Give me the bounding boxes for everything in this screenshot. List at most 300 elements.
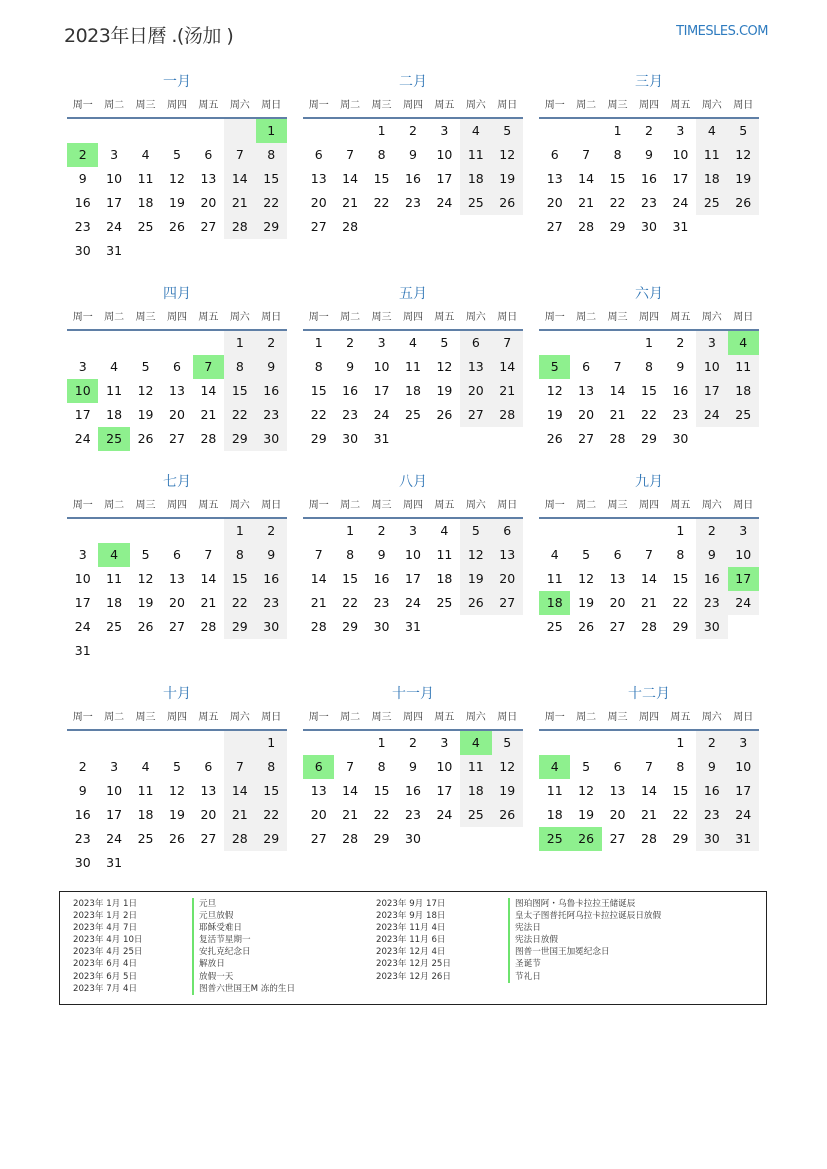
day-cell: 1 — [224, 331, 255, 355]
weekday-header — [539, 495, 759, 519]
legend-row — [73, 971, 373, 983]
day-cell: 21 — [224, 803, 255, 827]
day-cell: 17 — [728, 567, 759, 591]
weekday-label: 周六 — [229, 312, 250, 323]
weekday-label: 周六 — [701, 712, 722, 723]
day-cell: 11 — [106, 383, 123, 398]
day-cell: 22 — [672, 595, 689, 610]
day-cell: 28 — [342, 831, 359, 846]
day-cell: 30 — [256, 615, 287, 639]
weekday-label: 周五 — [434, 712, 455, 723]
day-cell: 22 — [373, 195, 390, 210]
month-block — [303, 684, 523, 851]
day-cell: 24 — [436, 807, 453, 822]
empty-day-cell — [130, 119, 161, 143]
weekday-header — [539, 95, 759, 119]
weekday-label: 周六 — [701, 500, 722, 511]
weekday-label: 周四 — [638, 500, 659, 511]
day-cell: 3 — [440, 123, 449, 138]
site-link[interactable]: TIMESLES.COM — [676, 24, 768, 39]
day-cell: 23 — [641, 195, 657, 210]
empty-day-cell — [303, 119, 334, 143]
month-name: 三月 — [635, 74, 663, 90]
day-cell: 16 — [256, 567, 287, 591]
day-cell: 21 — [200, 595, 217, 610]
weekday-label: 周四 — [166, 312, 187, 323]
day-grid — [67, 519, 287, 663]
weekday-label: 周六 — [701, 100, 722, 111]
day-grid — [539, 119, 759, 239]
day-cell: 26 — [578, 619, 595, 634]
empty-day-cell — [161, 519, 192, 543]
weekday-label: 周二 — [576, 100, 597, 111]
weekday-label: 周五 — [198, 312, 219, 323]
day-cell: 1 — [613, 123, 622, 138]
day-cell: 2 — [78, 759, 87, 774]
empty-day-cell — [539, 519, 570, 543]
day-cell: 23 — [405, 195, 421, 210]
legend-holiday-name: 安扎克纪念日 — [192, 946, 251, 958]
day-cell: 5 — [492, 119, 523, 143]
day-cell: 10 — [672, 147, 689, 162]
empty-day-cell — [633, 731, 664, 755]
day-cell: 27 — [578, 431, 595, 446]
day-cell: 25 — [460, 803, 491, 827]
day-cell: 10 — [106, 783, 123, 798]
day-cell: 6 — [204, 759, 213, 774]
day-cell: 10 — [436, 759, 453, 774]
legend-row — [73, 898, 373, 910]
weekday-label: 周五 — [670, 712, 691, 723]
empty-day-cell — [570, 519, 601, 543]
day-cell: 6 — [303, 755, 334, 779]
day-cell: 13 — [200, 783, 217, 798]
day-cell: 4 — [409, 335, 417, 350]
day-cell: 26 — [492, 191, 523, 215]
legend-date: 2023年 1月 2日 — [73, 911, 138, 922]
day-cell: 28 — [310, 619, 327, 634]
empty-day-cell — [193, 731, 224, 755]
weekday-label: 周日 — [497, 500, 518, 511]
weekday-label: 周日 — [497, 312, 518, 323]
weekday-label: 周二 — [576, 712, 597, 723]
day-cell: 25 — [137, 831, 154, 846]
day-cell: 11 — [460, 143, 491, 167]
day-cell: 20 — [200, 195, 217, 210]
day-cell: 10 — [74, 571, 91, 586]
day-cell: 25 — [539, 827, 570, 851]
day-cell: 23 — [672, 407, 689, 422]
day-cell: 15 — [224, 379, 255, 403]
day-cell: 6 — [460, 331, 491, 355]
day-cell: 7 — [224, 143, 255, 167]
day-cell: 4 — [141, 759, 150, 774]
day-cell: 13 — [169, 383, 185, 398]
day-cell: 15 — [256, 779, 287, 803]
day-cell: 16 — [672, 383, 689, 398]
day-grid — [67, 731, 287, 875]
weekday-label: 周三 — [607, 100, 628, 111]
day-cell: 27 — [609, 831, 626, 846]
day-cell: 1 — [224, 519, 255, 543]
day-cell: 5 — [582, 547, 591, 562]
day-cell: 6 — [550, 147, 559, 162]
day-cell: 30 — [373, 619, 390, 634]
day-cell: 4 — [440, 523, 449, 538]
day-cell: 4 — [98, 543, 129, 567]
day-cell: 14 — [578, 171, 595, 186]
day-cell: 12 — [546, 383, 563, 398]
day-cell: 31 — [405, 619, 421, 634]
day-cell: 1 — [676, 523, 685, 538]
day-cell: 24 — [728, 803, 759, 827]
empty-day-cell — [570, 331, 601, 355]
day-cell: 8 — [224, 355, 255, 379]
day-cell: 16 — [405, 783, 421, 798]
day-cell: 10 — [728, 755, 759, 779]
holiday-legend — [59, 891, 767, 1005]
day-cell: 18 — [696, 167, 727, 191]
day-grid — [303, 731, 523, 851]
day-cell: 9 — [377, 547, 386, 562]
day-cell: 22 — [672, 807, 689, 822]
page-title: 2023年日曆 .(汤加 ) — [64, 25, 234, 47]
day-cell: 30 — [342, 431, 359, 446]
day-cell: 16 — [256, 379, 287, 403]
day-cell: 30 — [405, 831, 421, 846]
month-block — [303, 284, 523, 451]
weekday-label: 周一 — [308, 500, 329, 511]
legend-row — [73, 922, 373, 934]
weekday-label: 周五 — [198, 100, 219, 111]
weekday-label: 周六 — [465, 712, 486, 723]
day-cell: 10 — [67, 379, 98, 403]
day-cell: 4 — [460, 119, 491, 143]
day-cell: 11 — [460, 755, 491, 779]
day-cell: 8 — [314, 359, 323, 374]
day-cell: 30 — [256, 427, 287, 451]
empty-day-cell — [98, 731, 129, 755]
day-grid — [67, 119, 287, 263]
day-cell: 9 — [409, 759, 417, 774]
day-cell: 8 — [676, 547, 685, 562]
day-cell: 15 — [609, 171, 626, 186]
day-cell: 21 — [224, 191, 255, 215]
day-cell: 13 — [578, 383, 595, 398]
day-cell: 7 — [314, 547, 323, 562]
month-block — [67, 72, 287, 263]
day-cell: 29 — [641, 431, 657, 446]
empty-day-cell — [193, 119, 224, 143]
month-name: 七月 — [163, 474, 191, 490]
day-grid — [539, 519, 759, 639]
day-cell: 6 — [492, 519, 523, 543]
day-cell: 7 — [346, 759, 355, 774]
day-cell: 20 — [310, 195, 327, 210]
weekday-label: 周一 — [308, 312, 329, 323]
day-cell: 31 — [106, 243, 123, 258]
day-cell: 24 — [728, 591, 759, 615]
day-cell: 28 — [224, 827, 255, 851]
legend-holiday-name: 图普六世国王M 冻的生日 — [192, 983, 295, 995]
empty-day-cell — [193, 519, 224, 543]
empty-day-cell — [602, 731, 633, 755]
day-cell: 6 — [204, 147, 213, 162]
day-cell: 5 — [460, 519, 491, 543]
weekday-label: 周二 — [340, 712, 361, 723]
weekday-label: 周四 — [402, 100, 423, 111]
day-cell: 3 — [110, 147, 119, 162]
weekday-label: 周三 — [135, 312, 156, 323]
day-cell: 7 — [346, 147, 355, 162]
day-cell: 22 — [256, 803, 287, 827]
day-cell: 5 — [141, 547, 150, 562]
day-cell: 22 — [224, 591, 255, 615]
day-cell: 2 — [696, 519, 727, 543]
weekday-label: 周日 — [733, 712, 754, 723]
day-cell: 8 — [224, 543, 255, 567]
weekday-header — [303, 95, 523, 119]
day-cell: 26 — [492, 803, 523, 827]
day-cell: 16 — [74, 807, 91, 822]
day-cell: 16 — [74, 195, 91, 210]
weekday-label: 周四 — [402, 500, 423, 511]
day-cell: 3 — [728, 731, 759, 755]
day-cell: 23 — [256, 403, 287, 427]
day-cell: 15 — [310, 383, 327, 398]
day-cell: 12 — [492, 755, 523, 779]
day-cell: 30 — [696, 827, 727, 851]
day-cell: 21 — [342, 807, 359, 822]
weekday-label: 周三 — [371, 312, 392, 323]
day-cell: 20 — [310, 807, 327, 822]
empty-day-cell — [98, 519, 129, 543]
day-cell: 11 — [546, 783, 563, 798]
day-cell: 29 — [256, 827, 287, 851]
day-cell: 2 — [696, 731, 727, 755]
day-cell: 22 — [224, 403, 255, 427]
day-cell: 3 — [728, 519, 759, 543]
weekday-label: 周五 — [198, 712, 219, 723]
empty-day-cell — [570, 731, 601, 755]
day-cell: 14 — [641, 571, 657, 586]
day-cell: 28 — [200, 619, 217, 634]
month-name: 八月 — [399, 474, 427, 490]
day-cell: 1 — [256, 731, 287, 755]
day-cell: 21 — [310, 595, 327, 610]
day-cell: 20 — [492, 567, 523, 591]
day-cell: 25 — [137, 219, 154, 234]
day-cell: 10 — [696, 355, 727, 379]
legend-date: 2023年 4月 25日 — [73, 947, 143, 958]
day-cell: 9 — [346, 359, 355, 374]
day-cell: 3 — [78, 547, 87, 562]
legend-holiday-name: 放假一天 — [192, 971, 233, 983]
month-name: 十二月 — [628, 686, 670, 702]
day-cell: 13 — [609, 571, 626, 586]
day-cell: 28 — [641, 619, 657, 634]
day-cell: 20 — [169, 595, 185, 610]
weekday-label: 周二 — [104, 500, 125, 511]
day-cell: 2 — [409, 735, 417, 750]
day-cell: 19 — [728, 167, 759, 191]
day-cell: 10 — [405, 547, 421, 562]
legend-date: 2023年 1月 1日 — [73, 899, 138, 909]
weekday-label: 周二 — [576, 500, 597, 511]
weekday-label: 周四 — [638, 712, 659, 723]
weekday-label: 周一 — [544, 500, 565, 511]
weekday-header — [539, 707, 759, 731]
day-cell: 30 — [74, 243, 91, 258]
day-cell: 23 — [342, 407, 359, 422]
weekday-label: 周一 — [72, 312, 93, 323]
month-name: 九月 — [635, 474, 663, 490]
day-cell: 27 — [492, 591, 523, 615]
day-cell: 21 — [492, 379, 523, 403]
weekday-label: 周五 — [434, 100, 455, 111]
day-cell: 27 — [460, 403, 491, 427]
day-cell: 14 — [342, 783, 359, 798]
month-name: 六月 — [635, 286, 663, 302]
day-cell: 25 — [460, 191, 491, 215]
day-cell: 17 — [436, 783, 453, 798]
day-cell: 13 — [169, 571, 185, 586]
weekday-label: 周二 — [340, 312, 361, 323]
day-cell: 15 — [342, 571, 359, 586]
day-cell: 6 — [613, 759, 622, 774]
day-cell: 25 — [728, 403, 759, 427]
weekday-label: 周六 — [465, 312, 486, 323]
day-cell: 2 — [645, 123, 653, 138]
day-cell: 29 — [224, 427, 255, 451]
day-cell: 10 — [436, 147, 453, 162]
day-cell: 17 — [373, 383, 390, 398]
legend-holiday-name: 皇太子图普托阿乌拉卡拉拉诞辰日放假 — [508, 910, 661, 922]
month-name: 一月 — [163, 74, 191, 90]
day-cell: 14 — [200, 571, 217, 586]
day-cell: 17 — [696, 379, 727, 403]
weekday-header — [303, 307, 523, 331]
day-cell: 11 — [137, 783, 154, 798]
day-cell: 24 — [696, 403, 727, 427]
empty-day-cell — [539, 731, 570, 755]
weekday-header — [539, 307, 759, 331]
weekday-label: 周五 — [670, 312, 691, 323]
weekday-header — [67, 307, 287, 331]
legend-row — [376, 971, 756, 983]
legend-holiday-name: 解放日 — [192, 958, 225, 970]
day-cell: 30 — [641, 219, 657, 234]
day-cell: 27 — [609, 619, 626, 634]
day-cell: 19 — [492, 167, 523, 191]
day-cell: 26 — [169, 831, 185, 846]
day-cell: 28 — [609, 431, 626, 446]
day-cell: 1 — [256, 119, 287, 143]
day-cell: 29 — [224, 615, 255, 639]
day-cell: 2 — [67, 143, 98, 167]
weekday-label: 周六 — [465, 100, 486, 111]
weekday-label: 周三 — [135, 100, 156, 111]
day-cell: 14 — [224, 779, 255, 803]
weekday-label: 周五 — [198, 500, 219, 511]
day-cell: 25 — [696, 191, 727, 215]
weekday-label: 周四 — [638, 100, 659, 111]
day-cell: 4 — [728, 331, 759, 355]
legend-row — [376, 898, 756, 910]
day-cell: 16 — [342, 383, 359, 398]
day-cell: 11 — [405, 359, 421, 374]
day-cell: 9 — [256, 355, 287, 379]
day-cell: 11 — [728, 355, 759, 379]
day-cell: 2 — [377, 523, 386, 538]
weekday-label: 周日 — [261, 500, 282, 511]
day-cell: 28 — [641, 831, 657, 846]
day-cell: 23 — [373, 595, 390, 610]
day-cell: 25 — [98, 427, 129, 451]
legend-holiday-name: 图普一世国王加冕纪念日 — [508, 946, 610, 958]
weekday-label: 周六 — [229, 500, 250, 511]
day-cell: 12 — [492, 143, 523, 167]
day-cell: 30 — [672, 431, 689, 446]
month-name: 二月 — [399, 74, 427, 90]
day-cell: 23 — [256, 591, 287, 615]
weekday-label: 周一 — [72, 500, 93, 511]
day-cell: 15 — [373, 171, 390, 186]
day-cell: 16 — [641, 171, 657, 186]
weekday-header — [67, 95, 287, 119]
weekday-label: 周日 — [497, 712, 518, 723]
day-cell: 4 — [550, 547, 559, 562]
day-cell: 3 — [110, 759, 119, 774]
legend-row — [73, 946, 373, 958]
legend-holiday-name: 耶稣受难日 — [192, 922, 242, 934]
day-cell: 19 — [578, 595, 595, 610]
day-cell: 7 — [645, 759, 653, 774]
month-name: 十一月 — [392, 686, 434, 702]
legend-row — [376, 922, 756, 934]
day-cell: 6 — [314, 147, 323, 162]
day-cell: 17 — [106, 807, 123, 822]
day-cell: 27 — [310, 831, 327, 846]
day-cell: 15 — [672, 783, 689, 798]
weekday-header — [67, 707, 287, 731]
day-cell: 4 — [460, 731, 491, 755]
day-cell: 17 — [728, 779, 759, 803]
day-cell: 29 — [609, 219, 626, 234]
day-cell: 10 — [106, 171, 123, 186]
day-cell: 29 — [342, 619, 359, 634]
empty-day-cell — [539, 119, 570, 143]
day-cell: 22 — [256, 191, 287, 215]
day-cell: 12 — [436, 359, 453, 374]
day-cell: 13 — [200, 171, 217, 186]
weekday-label: 周二 — [104, 312, 125, 323]
day-cell: 5 — [173, 147, 181, 162]
day-cell: 28 — [224, 215, 255, 239]
empty-day-cell — [98, 331, 129, 355]
weekday-label: 周四 — [166, 712, 187, 723]
day-cell: 5 — [492, 731, 523, 755]
weekday-label: 周四 — [166, 500, 187, 511]
weekday-label: 周二 — [104, 100, 125, 111]
day-cell: 9 — [409, 147, 417, 162]
day-cell: 19 — [169, 807, 185, 822]
day-cell: 14 — [641, 783, 657, 798]
day-cell: 1 — [645, 335, 653, 350]
weekday-label: 周四 — [402, 312, 423, 323]
weekday-header — [303, 707, 523, 731]
weekday-label: 周一 — [544, 312, 565, 323]
